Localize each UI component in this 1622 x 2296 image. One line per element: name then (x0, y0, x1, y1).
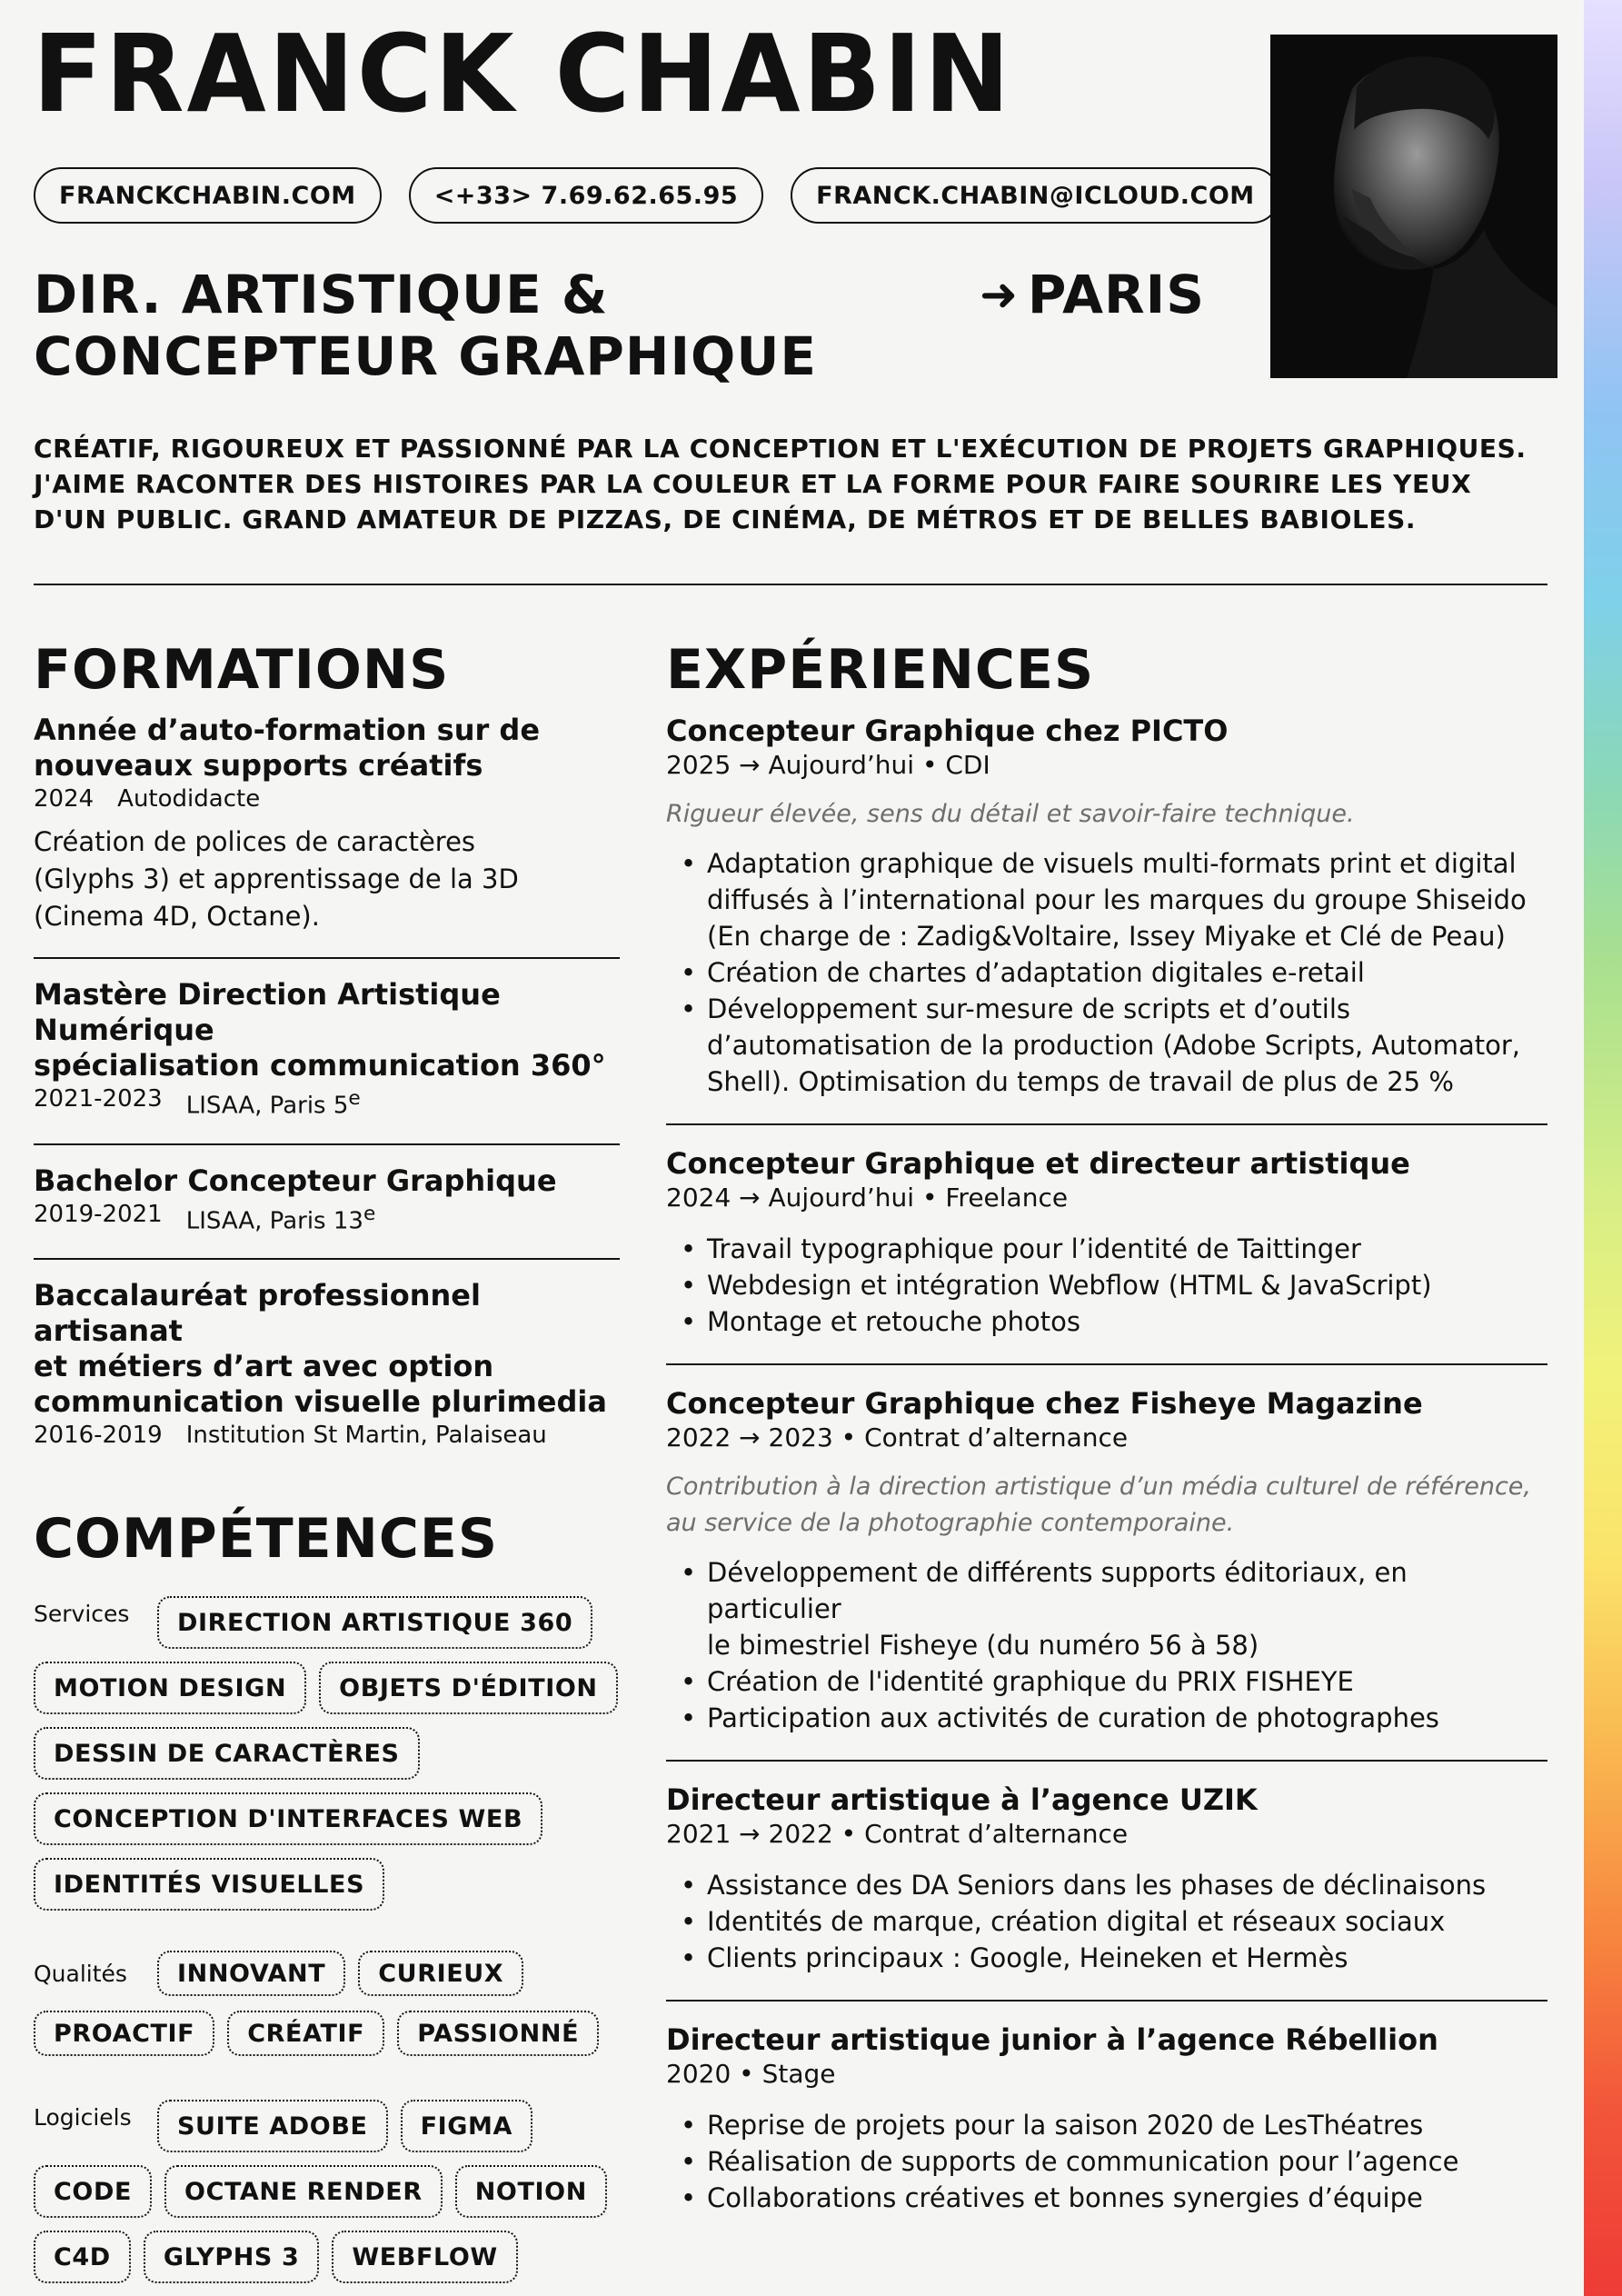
portrait-photo (1270, 35, 1557, 378)
experience-title: Concepteur Graphique chez Fisheye Magazine (666, 1386, 1423, 1421)
bullet-line: • Travail typographique pour l’identité de Taittinger (707, 1233, 1361, 1264)
experience-bullet (666, 2180, 1547, 2216)
formation-year: 2024 (34, 785, 95, 813)
skill-tag: IDENTITÉS VISUELLES (34, 1858, 384, 1911)
experience-bullet (666, 1867, 1547, 1903)
experience-description (666, 796, 1547, 833)
experience-title: Concepteur Graphique chez PICTO (666, 714, 1229, 748)
experience-bullets (666, 1867, 1547, 1976)
formation-title (34, 713, 620, 784)
skill-tags (157, 1596, 592, 1649)
intro-paragraph (34, 431, 1542, 537)
formation-school: Institution St Martin, Palaiseau (185, 1422, 547, 1450)
bullet-line: • Développement sur-mesure de scripts et d’outils (707, 993, 1351, 1024)
formation-description-line: Création de polices de caractères (34, 826, 476, 857)
skill-tag: C4D (34, 2231, 131, 2283)
experience-bullets (666, 1554, 1547, 1736)
experience-item (666, 713, 1547, 1125)
bullet-line: • Réalisation de supports de communication pour l’agence (707, 2146, 1459, 2177)
formation-title-line: Année d’auto-formation sur de (34, 713, 541, 747)
formation-year: 2019-2021 (34, 1200, 163, 1228)
bullet-line: • Montage et retouche photos (707, 1306, 1080, 1337)
skill-tags (34, 2011, 620, 2056)
experience-description-line: Rigueur élevée, sens du détail et savoir-faire technique. (666, 800, 1355, 828)
experience-bullet (666, 2143, 1547, 2180)
experience-bullet (666, 1554, 1547, 1663)
bullet-line: • Identités de marque, création digital et réseaux sociaux (707, 1906, 1446, 1937)
phone-link[interactable]: <+33> 7.69.62.65.95 (409, 167, 763, 224)
bullet-line: • Reprise de projets pour la saison 2020 de LesThéatres (707, 2110, 1424, 2141)
experience-bullets (666, 2107, 1547, 2216)
experience-title: Directeur artistique à l’agence UZIK (666, 1782, 1258, 1817)
job-title-line: DIR. ARTISTIQUE & (34, 264, 609, 325)
skill-tag: OBJETS D'ÉDITION (319, 1662, 617, 1714)
bullet-line: d’automatisation de la production (Adobe Scripts, Automator, (707, 1030, 1520, 1061)
skill-tag: WEBFLOW (332, 2231, 517, 2283)
formation-title (34, 977, 620, 1083)
formations-heading: FORMATIONS (34, 638, 450, 702)
experience-bullet (666, 1231, 1547, 1267)
skill-group-qualites (34, 1951, 620, 1998)
bullet-line: • Clients principaux : Google, Heineken et Hermès (707, 1942, 1348, 1973)
experience-meta: 2025 → Aujourd’hui • CDI (666, 750, 990, 780)
bullet-line: • Adaptation graphique de visuels multi-formats print et digital (707, 848, 1517, 879)
skill-tag: NOTION (455, 2165, 607, 2218)
formation-meta (34, 1199, 620, 1237)
bullet-line: • Participation aux activités de curation de photographes (707, 1702, 1439, 1733)
experience-meta: 2020 • Stage (666, 2059, 836, 2089)
experience-bullets (666, 845, 1547, 1100)
experience-bullet (666, 954, 1547, 991)
skill-tag: PASSIONNÉ (397, 2011, 599, 2056)
competences-heading: COMPÉTENCES (34, 1507, 499, 1572)
formation-school-text: LISAA, Paris 13 (185, 1207, 363, 1235)
skill-tag: CONCEPTION D'INTERFACES WEB (34, 1792, 542, 1845)
formation-year: 2021-2023 (34, 1085, 163, 1113)
experience-item (666, 2002, 1547, 2240)
website-link[interactable]: FRANCKCHABIN.COM (34, 167, 382, 224)
experience-bullet (666, 1700, 1547, 1736)
portrait-illustration (1270, 35, 1557, 378)
bullet-line: • Webdesign et intégration Webflow (HTML & JavaScript) (707, 1270, 1432, 1301)
skill-tags (157, 2100, 532, 2152)
experience-bullet (666, 2107, 1547, 2143)
skill-tag-row (34, 1727, 620, 1780)
formation-title-line: Baccalauréat professionnel artisanat (34, 1278, 481, 1349)
skill-tags (157, 1951, 523, 1996)
formation-description-line: (Cinema 4D, Octane). (34, 901, 320, 932)
formation-title-line: communication visuelle plurimedia (34, 1384, 607, 1420)
intro-line: D'UN PUBLIC. GRAND AMATEUR DE PIZZAS, DE CINÉMA, DE MÉTROS ET DE BELLES BABIOLES. (34, 504, 1417, 534)
skill-group-label: Services (34, 1601, 130, 1628)
intro-line: J'AIME RACONTER DES HISTOIRES PAR LA COULEUR ET LA FORME POUR FAIRE SOURIRE LES YEUX (34, 469, 1472, 499)
formation-school: Autodidacte (117, 785, 261, 813)
skill-tag: INNOVANT (157, 1951, 345, 1996)
location-city: PARIS (1027, 264, 1205, 325)
experience-title: Concepteur Graphique et directeur artistique (666, 1146, 1410, 1181)
contact-row (34, 167, 1280, 224)
formation-title-line: Mastère Direction Artistique Numérique (34, 977, 501, 1047)
skill-group-label: Logiciels (34, 2104, 132, 2131)
formation-school-text: LISAA, Paris 5 (185, 1092, 349, 1120)
skill-group-logiciels (34, 2100, 620, 2152)
formation-school (186, 1083, 361, 1122)
formation-item (34, 1260, 620, 1472)
formation-title-line: Bachelor Concepteur Graphique (34, 1163, 557, 1198)
experience-item (666, 1125, 1547, 1365)
skill-tag: CRÉATIF (227, 2011, 384, 2056)
formation-title (34, 1163, 620, 1199)
skill-tag: OCTANE RENDER (164, 2165, 443, 2218)
skill-tag: MOTION DESIGN (34, 1662, 306, 1714)
email-link[interactable]: FRANCK.CHABIN@ICLOUD.COM (791, 167, 1280, 224)
skill-tag-row (34, 1858, 620, 1911)
experience-item (666, 1762, 1547, 2002)
formation-school-sup: e (348, 1087, 361, 1110)
formation-description (34, 824, 620, 935)
skill-tag: GLYPHS 3 (144, 2231, 320, 2283)
experience-bullets (666, 1231, 1547, 1340)
formation-description-line: (Glyphs 3) et apprentissage de la 3D (34, 863, 519, 894)
arrow-right-icon: ➜ (980, 268, 1019, 321)
skill-group-services (34, 1596, 620, 1649)
skill-tag: CODE (34, 2165, 152, 2218)
experience-bullet (666, 1267, 1547, 1303)
formation-meta (34, 1083, 620, 1122)
experiences-heading: EXPÉRIENCES (666, 638, 1095, 702)
formation-year: 2016-2019 (34, 1422, 163, 1450)
bullet-line: • Création de chartes d’adaptation digitales e-retail (707, 957, 1365, 988)
right-column (666, 636, 1547, 2240)
formation-meta (34, 1420, 620, 1451)
bullet-line: • Création de l'identité graphique du PRIX FISHEYE (707, 1666, 1354, 1697)
rainbow-gradient-bar (1584, 0, 1622, 2296)
bullet-line: • Assistance des DA Seniors dans les phases de déclinaisons (707, 1870, 1487, 1901)
formation-school-sup: e (363, 1202, 376, 1225)
intro-line: CRÉATIF, RIGOUREUX ET PASSIONNÉ PAR LA CONCEPTION ET L'EXÉCUTION DE PROJETS GRAPHIQUES. (34, 434, 1527, 464)
skill-tag: FIGMA (401, 2100, 532, 2152)
formation-item (34, 1145, 620, 1261)
bullet-line: • Collaborations créatives et bonnes synergies d’équipe (707, 2182, 1423, 2213)
experience-description-line: Contribution à la direction artistique d’un média culturel de référence, (666, 1472, 1532, 1501)
formation-title-line: nouveaux supports créatifs (34, 748, 483, 783)
experience-meta: 2024 → Aujourd’hui • Freelance (666, 1183, 1069, 1213)
experience-bullet (666, 1940, 1547, 1976)
formation-title-line: spécialisation communication 360° (34, 1048, 606, 1083)
experience-item (666, 1365, 1547, 1762)
experience-description (666, 1469, 1547, 1542)
skill-tag: PROACTIF (34, 2011, 214, 2056)
skill-tag: DIRECTION ARTISTIQUE 360 (157, 1596, 592, 1649)
experience-bullet (666, 1303, 1547, 1340)
experience-meta: 2021 → 2022 • Contrat d’alternance (666, 1819, 1129, 1849)
bullet-line: (En charge de : Zadig&Voltaire, Issey Miyake et Clé de Peau) (707, 921, 1506, 952)
experience-bullet (666, 991, 1547, 1100)
experience-meta: 2022 → 2023 • Contrat d’alternance (666, 1423, 1129, 1452)
bullet-line: Shell). Optimisation du temps de travail de plus de 25 % (707, 1066, 1454, 1097)
skill-tags (34, 2165, 620, 2283)
experience-description-line: au service de la photographie contemporaine. (666, 1509, 1235, 1537)
divider (34, 584, 1547, 585)
formation-title (34, 1278, 620, 1420)
bullet-line: diffusés à l’international pour les marques du groupe Shiseido (707, 884, 1527, 915)
formation-meta (34, 784, 620, 814)
skill-tag: CURIEUX (358, 1951, 523, 1996)
formation-item (34, 959, 620, 1145)
bullet-line: le bimestriel Fisheye (du numéro 56 à 58) (707, 1630, 1259, 1661)
job-title (34, 264, 817, 387)
skill-tags (34, 1662, 620, 1911)
skill-group-label: Qualités (34, 1961, 127, 1988)
bullet-line: • Développement de différents supports éditoriaux, en particulier (707, 1557, 1408, 1624)
skill-tag: DESSIN DE CARACTÈRES (34, 1727, 420, 1780)
skill-tag-row (34, 1792, 620, 1845)
skill-tag: SUITE ADOBE (157, 2100, 388, 2152)
experience-bullet (666, 1903, 1547, 1940)
experience-bullet (666, 845, 1547, 954)
location (980, 264, 1205, 325)
formation-title-line: et métiers d’art avec option (34, 1349, 494, 1384)
formation-school (186, 1199, 376, 1237)
experience-bullet (666, 1663, 1547, 1700)
candidate-name: FRANCK CHABIN (33, 11, 1013, 136)
formation-item (34, 713, 620, 959)
left-column (34, 636, 620, 2283)
experience-title: Directeur artistique junior à l’agence Rébellion (666, 2022, 1438, 2057)
job-title-line: CONCEPTEUR GRAPHIQUE (34, 325, 818, 387)
